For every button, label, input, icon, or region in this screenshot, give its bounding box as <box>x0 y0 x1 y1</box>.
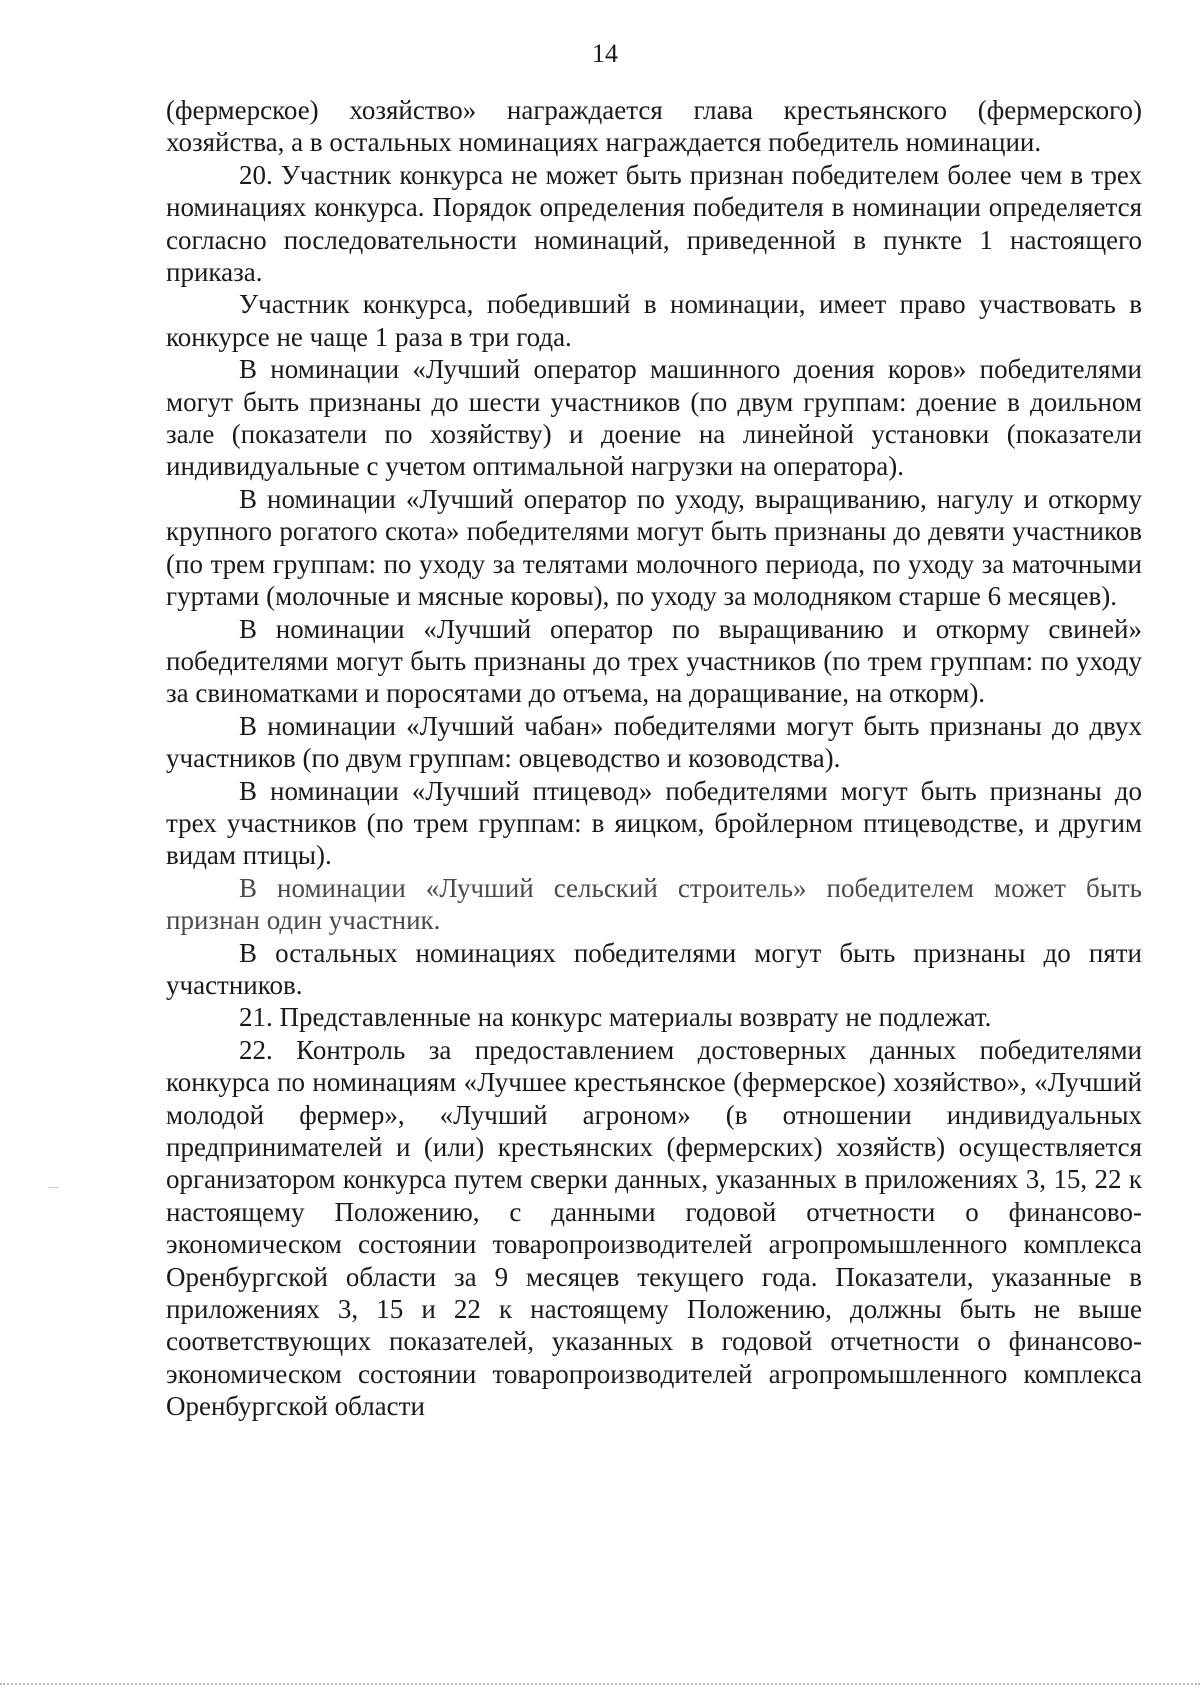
scan-margin-mark <box>49 1187 58 1188</box>
paragraph-milking-operator: В номинации «Лучший оператор машинного доения коров» победителями могут быть признаны до шести участников (по двум группам: доение в доильном зале (показатели по хозяйству) и доение на линейной установки (показатели индивидуальные с учетом оптимальной нагрузки на оператора). <box>166 354 1142 482</box>
paragraph-pig-operator: В номинации «Лучший оператор по выращиванию и откорму свиней» победителями могут быть признаны до трех участников (по трем группам: по уходу за свиноматками и поросятами до отъема, на доращивание, на откорм). <box>166 613 1142 709</box>
paragraph-builder: В номинации «Лучший сельский строитель» победителем может быть признан один участник. <box>166 872 1142 936</box>
scan-bottom-edge <box>0 1683 1200 1685</box>
paragraph-item-20: 20. Участник конкурса не может быть признан победителем более чем в трех номинациях конкурса. Порядок определения победителя в номинации определяется согласно последовательности номинаций, приведенной в пункте 1 настоящего приказа. <box>166 159 1142 288</box>
paragraph-item-21: 21. Представленные на конкурс материалы возврату не подлежат. <box>239 1002 992 1033</box>
paragraph-participation-frequency: Участник конкурса, победивший в номинации, имеет право участвовать в конкурсе не чаще 1 раза в три года. <box>166 289 1142 352</box>
page-number: 14 <box>592 39 618 68</box>
paragraph-cattle-operator: В номинации «Лучший оператор по уходу, выращиванию, нагулу и откорму крупного рогатого скота» победителями могут быть признаны до девяти участников (по трем группам: по уходу за телятами молочного периода, по уходу за маточными гуртами (молочные и мясные коровы), по уходу за молодняком старше 6 месяцев). <box>166 483 1142 612</box>
paragraph-item-22: 22. Контроль за предоставлением достоверных данных победителями конкурса по номинациям «Лучшее крестьянское (фермерское) хозяйство», «Лучший молодой фермер», «Лучший агроном» (в отношении индивидуальных предпринимателей и (или) крестьянских (фермерских) хозяйств) осуществляется организатором конкурса путем сверки данных, указанных в приложениях 3, 15, 22 к настоящему Положению, с данными годовой отчетности о финансово-экономическом состоянии товаропроизводителей агропромышленного комплекса Оренбургской области за 9 месяцев текущего года. Показатели, указанные в приложениях 3, 15 и 22 к настоящему Положению, должны быть не выше соответствующих показателей, указанных в годовой отчетности о финансово-экономическом состоянии товаропроизводителей агропромышленного комплекса Оренбургской области <box>166 1034 1142 1422</box>
paragraph-continuation: (фермерское) хозяйство» награждается глава крестьянского (фермерского) хозяйства, а в остальных номинациях награждается победитель номинации. <box>166 95 1142 158</box>
paragraph-other-nominations: В остальных номинациях победителями могут быть признаны до пяти участников. <box>166 937 1142 1000</box>
paragraph-poultry: В номинации «Лучший птицевод» победителями могут быть признаны до трех участников (по трем группам: в яицком, бройлерном птицеводстве, и другим видам птицы). <box>166 775 1142 871</box>
paragraph-shepherd: В номинации «Лучший чабан» победителями могут быть признаны до двух участников (по двум группам: овцеводство и козоводства). <box>166 710 1142 774</box>
document-body <box>166 94 1142 1423</box>
